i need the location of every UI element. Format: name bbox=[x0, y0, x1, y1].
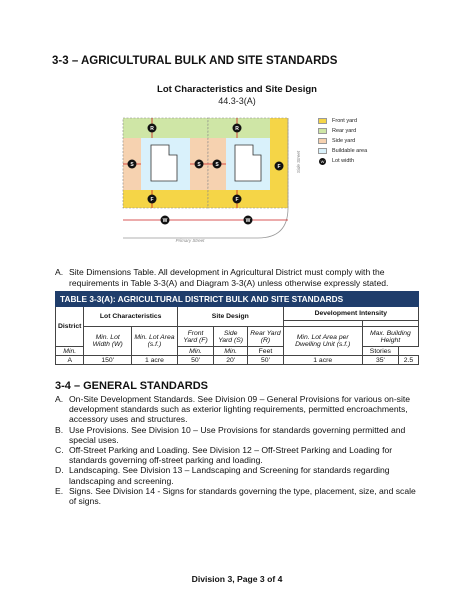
marker-width-right bbox=[244, 216, 253, 225]
marker-side-left bbox=[128, 160, 137, 169]
col-dwelling-area: Min. Lot Area per Dwelling Unit (s.f.) bbox=[283, 327, 362, 356]
cell-width: 150' bbox=[84, 356, 131, 365]
legend-rear-yard: Rear yard bbox=[318, 126, 367, 136]
cell-side: 20' bbox=[214, 356, 248, 365]
table-row bbox=[56, 356, 419, 365]
diagram-subtitle: 44.3-3(A) bbox=[218, 96, 256, 106]
standards-table bbox=[55, 291, 419, 365]
side-yard-swatch bbox=[318, 138, 327, 144]
col-side-yard: Side Yard (S) bbox=[214, 327, 248, 347]
list-item: D. Landscaping. See Division 13 – Landscaping and Screening for standards regarding landscaping and screening. bbox=[55, 465, 390, 486]
rear-yard-swatch bbox=[318, 128, 327, 134]
list-item: C. Off-Street Parking and Loading. See Division 12 – Off-Street Parking and Loading for standards governing off-street parking and loading. bbox=[55, 445, 393, 466]
site-design-header: Site Design bbox=[177, 307, 283, 327]
marker-width-left bbox=[161, 216, 170, 225]
diagram-title: Lot Characteristics and Site Design bbox=[157, 84, 317, 95]
marker-rear-right bbox=[233, 124, 242, 133]
svg-text:S: S bbox=[215, 162, 219, 168]
development-intensity-header: Development Intensity bbox=[283, 307, 418, 321]
col-min-lot-width: Min. Lot Width (W) bbox=[84, 327, 131, 356]
list-item: A. On-Site Development Standards. See Division 09 – General Provisions for various on-site development standards such as exterior lighting requirements, permitted encroachments, accessory uses and structures. bbox=[55, 394, 411, 425]
col-front-yard: Front Yard (F) bbox=[177, 327, 213, 347]
svg-text:W: W bbox=[245, 218, 251, 224]
svg-text:F: F bbox=[150, 197, 154, 203]
lot-diagram bbox=[115, 112, 315, 247]
sub-feet: Feet bbox=[248, 347, 283, 356]
front-yard-swatch bbox=[318, 118, 327, 124]
marker-front-corner bbox=[275, 162, 284, 171]
page-footer: Division 3, Page 3 of 4 bbox=[191, 574, 283, 584]
legend-buildable: Buildable area bbox=[318, 146, 367, 156]
svg-text:F: F bbox=[277, 164, 281, 170]
cell-feet: 35' bbox=[362, 356, 398, 365]
general-standards-list bbox=[55, 394, 425, 506]
district-header: District bbox=[56, 307, 84, 347]
list-item: E. Signs. See Division 14 - Signs for standards governing the type, placement, size, and scale of signs. bbox=[55, 485, 416, 507]
marker-side-middle-left bbox=[195, 160, 204, 169]
cell-district: A bbox=[56, 356, 84, 365]
cell-rear: 50' bbox=[248, 356, 283, 365]
diagram-legend bbox=[318, 116, 367, 166]
col-min-lot-area: Min. Lot Area (s.f.) bbox=[131, 327, 177, 356]
legend-lot-width: W Lot width bbox=[320, 158, 355, 164]
cell-stories: 2.5 bbox=[398, 356, 418, 365]
marker-rear-left bbox=[148, 124, 157, 133]
marker-front-right bbox=[233, 195, 242, 204]
paragraph-a: A. Site Dimensions Table. All development in Agricultural District must comply with the requirements in Table 3-3(A) and Diagram 3-3(A) unless otherwise expressly stated. bbox=[55, 267, 389, 288]
table-caption: TABLE 3-3(A): AGRICULTURAL DISTRICT BULK AND SITE STANDARDS bbox=[56, 292, 419, 307]
cell-area: 1 acre bbox=[131, 356, 177, 365]
col-rear-yard: Rear Yard (R) bbox=[248, 327, 283, 347]
svg-text:R: R bbox=[150, 126, 154, 132]
section-heading-3-4: 3-4 – GENERAL STANDARDS bbox=[55, 380, 209, 392]
side-street-label: Side Street bbox=[296, 150, 301, 174]
col-max-height: Max. Building Height bbox=[362, 327, 418, 347]
svg-text:F: F bbox=[235, 197, 239, 203]
section-heading-3-3: 3-3 – AGRICULTURAL BULK AND SITE STANDARDS bbox=[52, 55, 338, 67]
legend-front-yard: Front yard bbox=[318, 116, 367, 126]
svg-text:S: S bbox=[130, 162, 134, 168]
primary-street-label: Primary Street bbox=[175, 238, 205, 243]
cell-dwelling: 1 acre bbox=[283, 356, 362, 365]
marker-side-middle-right bbox=[213, 160, 222, 169]
legend-side-yard: Side yard bbox=[318, 136, 367, 146]
sub-rear-min: Min. bbox=[214, 347, 248, 356]
sub-front-min: Min. bbox=[56, 347, 84, 356]
svg-text:R: R bbox=[235, 126, 239, 132]
list-item: B. Use Provisions. See Division 10 – Use Provisions for standards governing permitted and special uses. bbox=[55, 424, 406, 445]
cell-front: 50' bbox=[177, 356, 213, 365]
sub-stories: Stories bbox=[362, 347, 398, 356]
lot-characteristics-header: Lot Characteristics bbox=[84, 307, 178, 327]
lot-width-marker-icon: W bbox=[320, 158, 325, 164]
sub-side-min: Min. bbox=[177, 347, 213, 356]
marker-front-left bbox=[148, 195, 157, 204]
svg-text:S: S bbox=[197, 162, 201, 168]
svg-text:W: W bbox=[162, 218, 168, 224]
buildable-swatch bbox=[318, 148, 327, 154]
